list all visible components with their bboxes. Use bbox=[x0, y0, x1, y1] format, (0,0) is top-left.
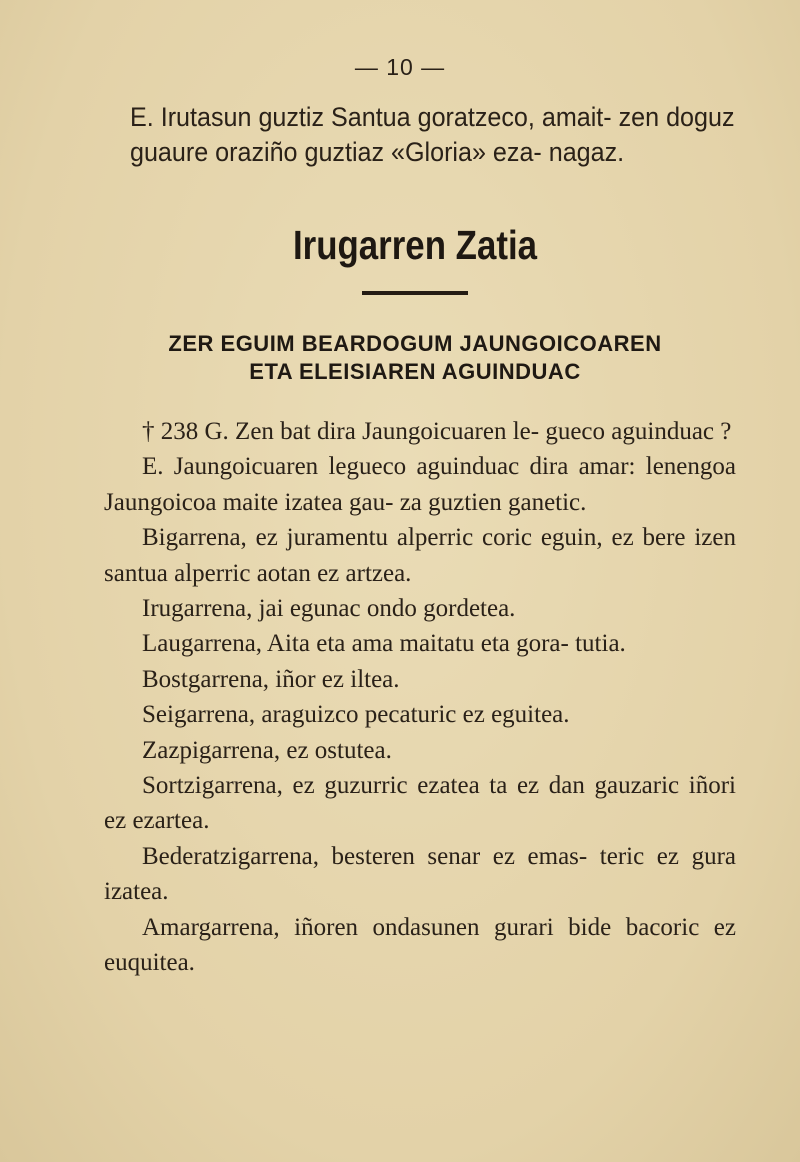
section-heading-line-1: ZER EGUIM BEARDOGUM JAUNGOICOAREN bbox=[168, 331, 662, 356]
answer-paragraph: E. Jaungoicuaren legueco aguinduac dira amar: lenengoa Jaungoicoa maite izatea gau- za guztien ganetic. bbox=[104, 453, 736, 516]
commandment-4: Laugarrena, Aita eta ama maitatu eta gora- tutia. bbox=[142, 630, 626, 658]
commandment-9: Bederatzigarrena, besteren senar ez emas- teric ez gura izatea. bbox=[104, 842, 736, 906]
title-rule bbox=[362, 291, 468, 295]
page-number: — 10 — bbox=[354, 54, 446, 80]
commandment-6: Seigarrena, araguizco pecaturic ez eguitea. bbox=[142, 701, 570, 729]
commandment-7: Zazpigarrena, ez ostutea. bbox=[142, 736, 392, 764]
commandment-5: Bostgarrena, iñor ez iltea. bbox=[142, 665, 400, 693]
commandment-2: Bigarrena, ez juramentu alperric coric eguin, ez bere izen santua alperric aotan ez artzea. bbox=[104, 524, 736, 587]
intro-paragraph: E. Irutasun guztiz Santua goratzeco, amait- zen doguz guaure oraziño guztiaz «Gloria» eza- nagaz. bbox=[130, 102, 735, 167]
section-heading-line-2: ETA ELEISIAREN AGUINDUAC bbox=[249, 359, 581, 384]
commandments-text bbox=[104, 414, 736, 981]
question-paragraph: † 238 G. Zen bat dira Jaungoicuaren le- gueco aguinduac ? bbox=[142, 418, 732, 445]
commandment-8: Sortzigarrena, ez guzurric ezatea ta ez dan gauzaric iñori ez ezartea. bbox=[104, 772, 736, 835]
commandment-10: Amargarrena, iñoren ondasunen gurari bide bacoric ez euquitea. bbox=[104, 913, 736, 977]
chapter-title: Irugarren Zatia bbox=[292, 222, 538, 268]
commandment-3: Irugarrena, jai egunac ondo gordetea. bbox=[142, 595, 516, 623]
section-heading bbox=[0, 330, 800, 386]
